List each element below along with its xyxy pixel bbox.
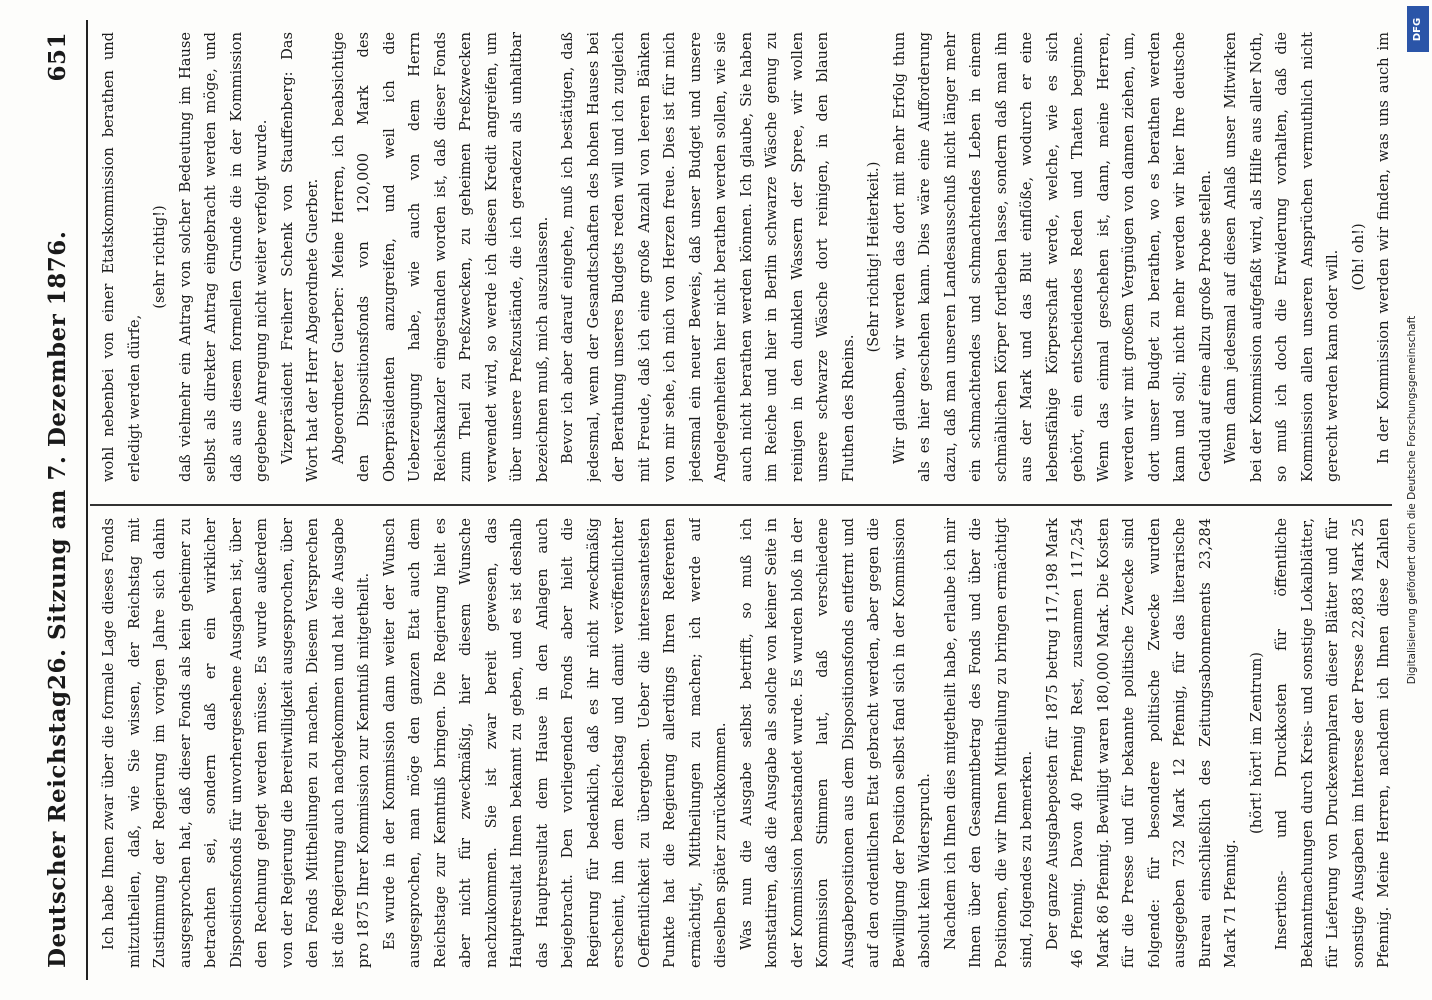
dfg-logo (1407, 6, 1429, 52)
paragraph: Insertions- und Druckkosten für öffentliche Bekanntmachungen durch Kreis- und sonstige Lokalblätter, für Lieferung von Druckexemplaren dieser Blätter und für sonstige Ausgaben im Interesse der Presse 22,883 Mark 25 Pfennig. Meine Herren, nachdem ich Ihnen diese Zahlen (1273, 518, 1392, 968)
dfg-logo-text: DFG (1412, 17, 1424, 41)
interjection: (hört! hört! im Zentrum) (1247, 652, 1265, 834)
digitization-note: Digitalisierung gefördert durch die Deutsche Forschungsgemeinschaft (1406, 315, 1418, 685)
page-number: 651 (44, 32, 71, 82)
paragraph: In der Kommission werden wir finden, was uns auch im (1375, 32, 1392, 464)
rotated-sheet (30, 20, 1402, 980)
paragraph: Abgeordneter Guerber: Meine Herren, ich beabsichtige den Dispositionsfonds von 120,000 Mark des Oberpräsidenten anzugreifen, und weil ich die Ueberzeugung habe, wie auch von dem Herrn Reichskanzler eingestanden worden ist, daß dieser Fonds zum Theil zu Preßzwecken, zu geheimen Preßzwecken verwendet wird, so werde ich diesen Kredit angreifen, um über unsere Preßzustände, die ich geradezu als unhaltbar bezeichnen muß, mich auszulassen. (329, 32, 551, 482)
paragraph: Wir glauben, wir werden das dort mit mehr Erfolg thun als es hier geschehen kann. Dies wäre eine Aufforderung dazu, daß man unseren Landesausschuß nicht länger mehr ein schmachtendes und schmachtendes Leben in einem schmählichen Körper fortleben lasse, sondern daß man ihn aus der Mark und das Blut einflöße, wodurch er eine lebensfähige Körperschaft werde, welche, wie es sich gehört, ein entscheidendes Reden und Thaten beginne. Wenn das einmal geschehen ist, dann, meine Herren, werden wir mit großem Vergnügen von dannen ziehen, um, dort unser Budget zu berathen, wo es berathen werden kann und soll; nicht mehr werden wir hier Ihre deutsche Geduld auf eine allzu große Probe stellen. (890, 32, 1214, 482)
paragraph: Was nun die Ausgabe selbst betrifft, so muß ich konstatiren, daß die Ausgabe als solche von keiner Seite in der Kommission beanstandet wurde. Es wurden bloß in der Kommission Stimmen laut, daß verschiedene Ausgabepositionen aus dem Dispositionsfonds entfernt und auf den ordentlichen Etat gebracht werden, aber gegen die Bewilligung der Position selbst fand sich in der Kommission absolut kein Widerspruch. (737, 518, 933, 968)
paragraph: Wenn dann jedesmal auf diesen Anlaß unser Mitwirken bei der Kommission aufgefaßt wird, als Hilfe aus aller Noth, so muß ich doch die Erwiderung vorhalten, daß die Kommission allen unseren Ansprüchen vermuthlich nicht gerecht werden kann oder will. (1222, 32, 1341, 482)
page-header (30, 20, 88, 980)
paragraph: wohl nebenbei von einer Etatskommission berathen und erledigt werden dürfe, (100, 32, 143, 482)
paragraph: Der ganze Ausgabeposten für 1875 betrug 117,198 Mark 46 Pfennig. Davon 40 Pfennig Rest, zusammen 117,254 Mark 86 Pfennig. Bewilligt waren 180,000 Mark. Die Kosten für die Presse und für bekannte politische Zwecke sind folgende: für besondere politische Zwecke wurden ausgegeben 732 Mark 12 Pfennig, für das literarische Bureau einschließlich des Zeitungsabonnements 23,284 Mark 71 Pfennig. (1043, 518, 1239, 968)
paragraph: Es wurde in der Kommission dann weiter der Wunsch ausgesprochen, man möge den ganzen Etat auch dem Reichstage zur Kenntniß bringen. Die Regierung hielt es aber nicht für zweckmäßig, hier diesem Wunsche nachzukommen. Sie ist zwar bereit gewesen, das Hauptresultat Ihnen bekannt zu geben, und es ist deshalb das Hauptresultat dem Hause in den Anlagen auch beigebracht. Den vorliegenden Fonds aber hielt die Regierung für bedenklich, daß es ihr nicht zweckmäßig erscheint, ihn dem Reichstag und damit veröffentlichter Oeffentlichkeit zu übergeben. Ueber die interessantesten Punkte hat die Regierung allerdings Ihren Referenten ermächtigt, Mittheilungen zu machen; ich werde auf dieselben später zurückkommen. (380, 518, 729, 968)
column-divider (90, 504, 1392, 506)
paragraph: daß vielmehr ein Antrag von solcher Bedeutung im Hause selbst als direkter Antrag eingebracht werden möge, und daß aus diesem formellen Grunde die in der Kommission gegebene Anregung nicht weiter verfolgt wurde. (176, 32, 270, 482)
paragraph: Nachdem ich Ihnen dies mitgetheilt habe, erlaube ich mir Ihnen über den Gesammtbetrag des Fonds und über die Positionen, die wir Ihnen Mittheilung zu bringen ermächtigt sind, folgendes zu bemerken. (941, 518, 1035, 968)
interjection: (sehr richtig!) (151, 205, 168, 309)
right-text-column (96, 32, 1392, 482)
paragraph: Ich habe Ihnen zwar über die formale Lage dieses Fonds mitzutheilen, daß, wie Sie wissen, der Reichstag mit Zustimmung der Regierung im vorigen Jahre sich dahin ausgesprochen hat, daß dieser Fonds als kein geheimer zu betrachten sei, sondern daß er ein wirklicher Dispositionsfonds für unvorhergesehene Ausgaben ist, über den Rechnung gelegt werden müsse. Es wurde außerdem von der Regierung die Bereitwilligkeit ausgesprochen, über den Fonds Mittheilungen zu machen. Diesem Versprechen ist die Regierung auch nachgekommen und hat die Ausgabe pro 1875 Ihrer Kommission zur Kenntniß mitgetheilt. (100, 518, 372, 968)
speaker-paragraph: Vizepräsident Freiherr Schenk von Stauffenberg: Das Wort hat der Herr Abgeordnete Guerber. (278, 32, 321, 482)
left-text-column (96, 518, 1392, 968)
session-title: 26. Sitzung am 7. Dezember 1876. (44, 230, 71, 690)
journal-title: Deutscher Reichstag. (44, 681, 71, 968)
interjection: (Sehr richtig! Heiterkeit.) (865, 161, 882, 353)
paragraph: Bevor ich aber darauf eingehe, muß ich bestätigen, daß jedesmal, wenn der Gesandtschaften des hohen Hauses bei der Berathung unseres Budgets reden will und ich zugleich mit Freude, daß ich eine große Anzahl von leeren Bänken von mir sehe, ich mich von Herzen freue. Dies ist für mich jedesmal ein neuer Beweis, daß unser Budget und unsere Angelegenheiten hier nicht berathen werden sollen, wie sie auch nicht berathen werden können. Ich glaube, Sie haben im Reiche und hier in Berlin schwarze Wäsche genug zu reinigen in den dunklen Wassern der Spree, wir wollen unsere schwarze Wäsche dort reinigen, in den blauen Fluthen des Rheins. (559, 32, 857, 482)
interjection: (Oh! oh!) (1349, 223, 1367, 291)
